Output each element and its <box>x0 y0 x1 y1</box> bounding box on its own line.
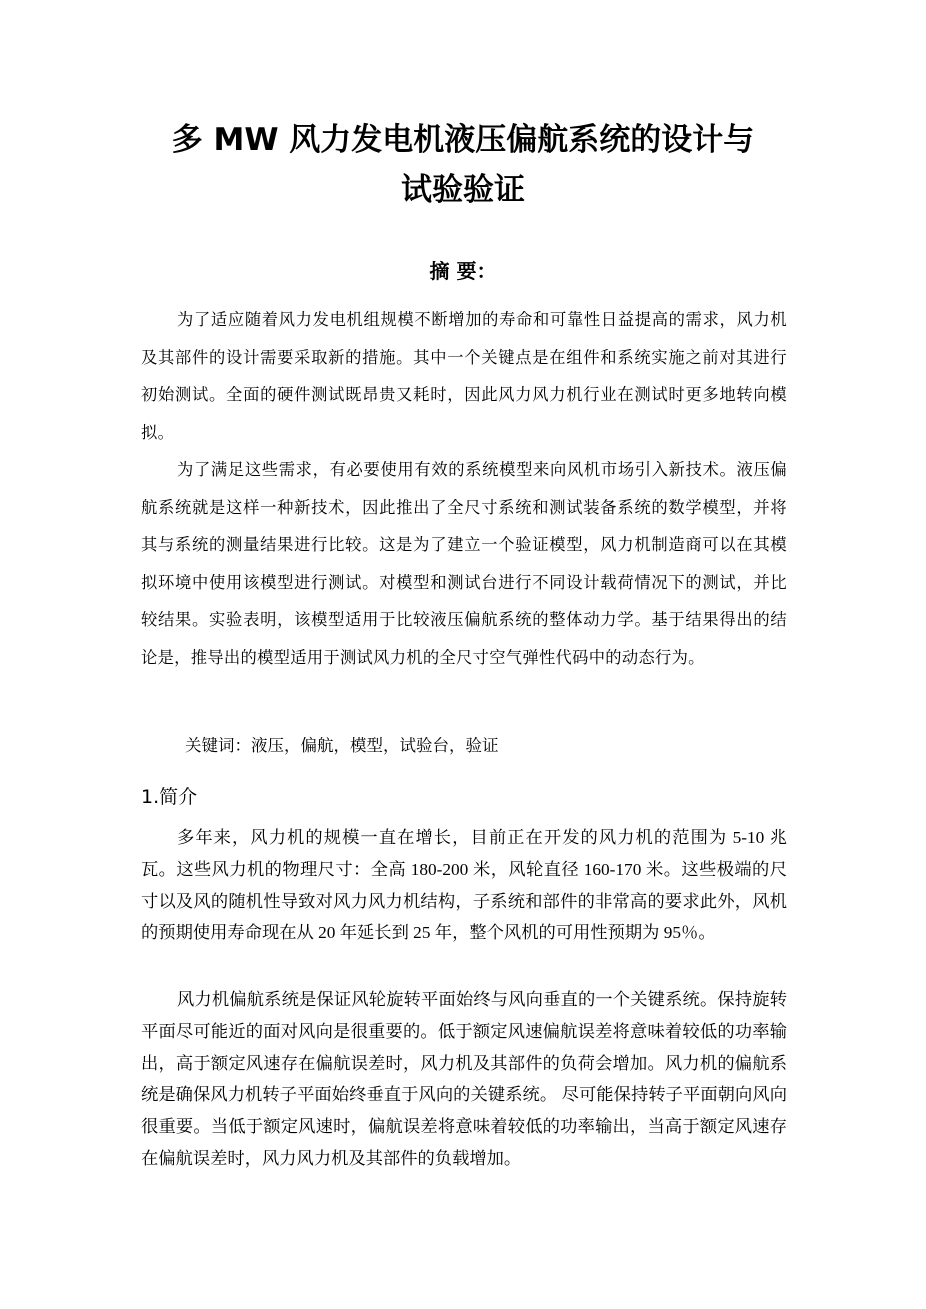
introduction-paragraph-1: 多年来，风力机的规模一直在增长，目前正在开发的风力机的范围为 5-10 兆瓦。这些风力机的物理尺寸：全高 180-200 米，风轮直径 160-170 米。这些极端的尺寸以及风的随机性导致对风力风力机结构，子系统和部件的非常高的要求此外，风机的预期使用寿命现在从 20 年延长到 25 年，整个风机的可用性预期为 95％。 <box>141 828 787 943</box>
paper-title-line-1: 多 MW 风力发电机液压偏航系统的设计与 <box>171 122 755 158</box>
introduction-paragraph-2: 风力机偏航系统是保证风轮旋转平面始终与风向垂直的一个关键系统。保持旋转平面尽可能近的面对风向是很重要的。低于额定风速偏航误差将意味着较低的功率输出，高于额定风速存在偏航误差时，风力机及其部件的负荷会增加。风力机的偏航系统是确保风力机转子平面始终垂直于风向的关键系统。 尽可能保持转子平面朝向风向很重要。当低于额定风速时，偏航误差将意味着较低的功率输出，当高于额定风速存在偏航误差时，风力风力机及其部件的负载增加。 <box>141 990 787 1168</box>
abstract-heading: 摘 要： <box>429 259 497 283</box>
keywords-value: 液压，偏航，模型，试验台，验证 <box>251 736 499 755</box>
paper-title-line-2: 试验验证 <box>401 172 525 208</box>
section-heading-introduction: 1.简介 <box>141 786 198 808</box>
abstract-paragraph-2: 为了满足这些需求，有必要使用有效的系统模型来向风机市场引入新技术。液压偏航系统就是这样一种新技术，因此推出了全尺寸系统和测试装备系统的数学模型，并将其与系统的测量结果进行比较。这是为了建立一个验证模型，风力机制造商可以在其模拟环境中使用该模型进行测试。对模型和测试台进行不同设计载荷情况下的测试，并比较结果。实验表明，该模型适用于比较液压偏航系统的整体动力学。基于结果得出的结论是，推导出的模型适用于测试风力机的全尺寸空气弹性代码中的动态行为。 <box>141 460 787 667</box>
keywords-label: 关键词： <box>185 736 251 755</box>
keywords <box>185 731 499 761</box>
abstract-paragraph-1: 为了适应随着风力发电机组规模不断增加的寿命和可靠性日益提高的需求，风力机及其部件的设计需要采取新的措施。其中一个关键点是在组件和系统实施之前对其进行初始测试。全面的硬件测试既昂贵又耗时，因此风力风力机行业在测试时更多地转向模拟。 <box>141 310 787 442</box>
